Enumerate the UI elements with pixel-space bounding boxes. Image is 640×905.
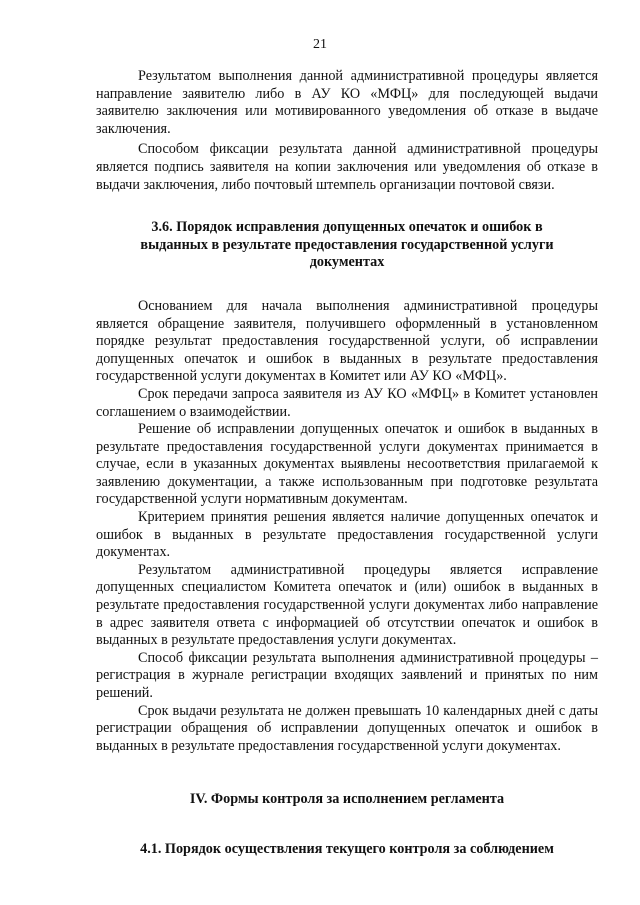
- paragraph: Способом фиксации результата данной административной процедуры является подпись заявителя на копии заключения или уведомления об отказе в выдачи заключения, либо почтовый штемпель организации почтовой связи.: [96, 141, 598, 193]
- section-heading-4-1: 4.1. Порядок осуществления текущего контроля за соблюдением: [140, 840, 554, 857]
- paragraph: Решение об исправлении допущенных опечаток и ошибок в выданных в результате предоставления государственной услуги документах принимается в случае, если в указанных документах выявлены несоответствия прилагаемой к заявлению документации, а также использованным при подготовке результата государственной услуги нормативным документам.: [96, 421, 598, 508]
- paragraph: Результатом административной процедуры является исправление допущенных специалистом Комитета опечаток и (или) ошибок в выданных в результате предоставления государственной услуги документах либо направление в адрес заявителя ответа с информацией об отсутствии опечаток и ошибок в выданных в результате предоставления услуги документах.: [96, 561, 598, 649]
- paragraph: Способ фиксации результата выполнения административной процедуры – регистрация в журнале регистрации входящих заявлений и принятых по ним решений.: [96, 649, 598, 701]
- paragraph: Основанием для начала выполнения административной процедуры является обращение заявителя, получившего оформленный в установленном порядке результат предоставления государственной услуги, об исправлении допущенных опечаток и ошибок в выданных в результате предоставления государственной услуги документах в Комитет или АУ КО «МФЦ».: [96, 297, 598, 385]
- page-number: 21: [313, 37, 327, 52]
- section-heading-3-6: 3.6. Порядок исправления допущенных опечаток и ошибок в выданных в результате предоставления государственной услуги документах: [140, 219, 554, 271]
- document-body: [96, 68, 598, 859]
- paragraph: Результатом выполнения данной административной процедуры является направление заявителю либо в АУ КО «МФЦ» для последующей выдачи заявителю заключения или мотивированного уведомления об отказе в выдаче заключения.: [96, 68, 598, 137]
- paragraph: Срок выдачи результата не должен превышать 10 календарных дней с даты регистрации обращения об исправлении допущенных опечаток и ошибок в выданных в результате предоставления государственной услуги документах.: [96, 702, 598, 754]
- paragraph: Критерием принятия решения является наличие допущенных опечаток и ошибок в выданных в результате предоставления государственной услуги документах.: [96, 509, 598, 561]
- paragraph: Срок передачи запроса заявителя из АУ КО «МФЦ» в Комитет установлен соглашением о взаимодействии.: [96, 385, 598, 420]
- section-heading-iv: IV. Формы контроля за исполнением регламента: [189, 791, 505, 808]
